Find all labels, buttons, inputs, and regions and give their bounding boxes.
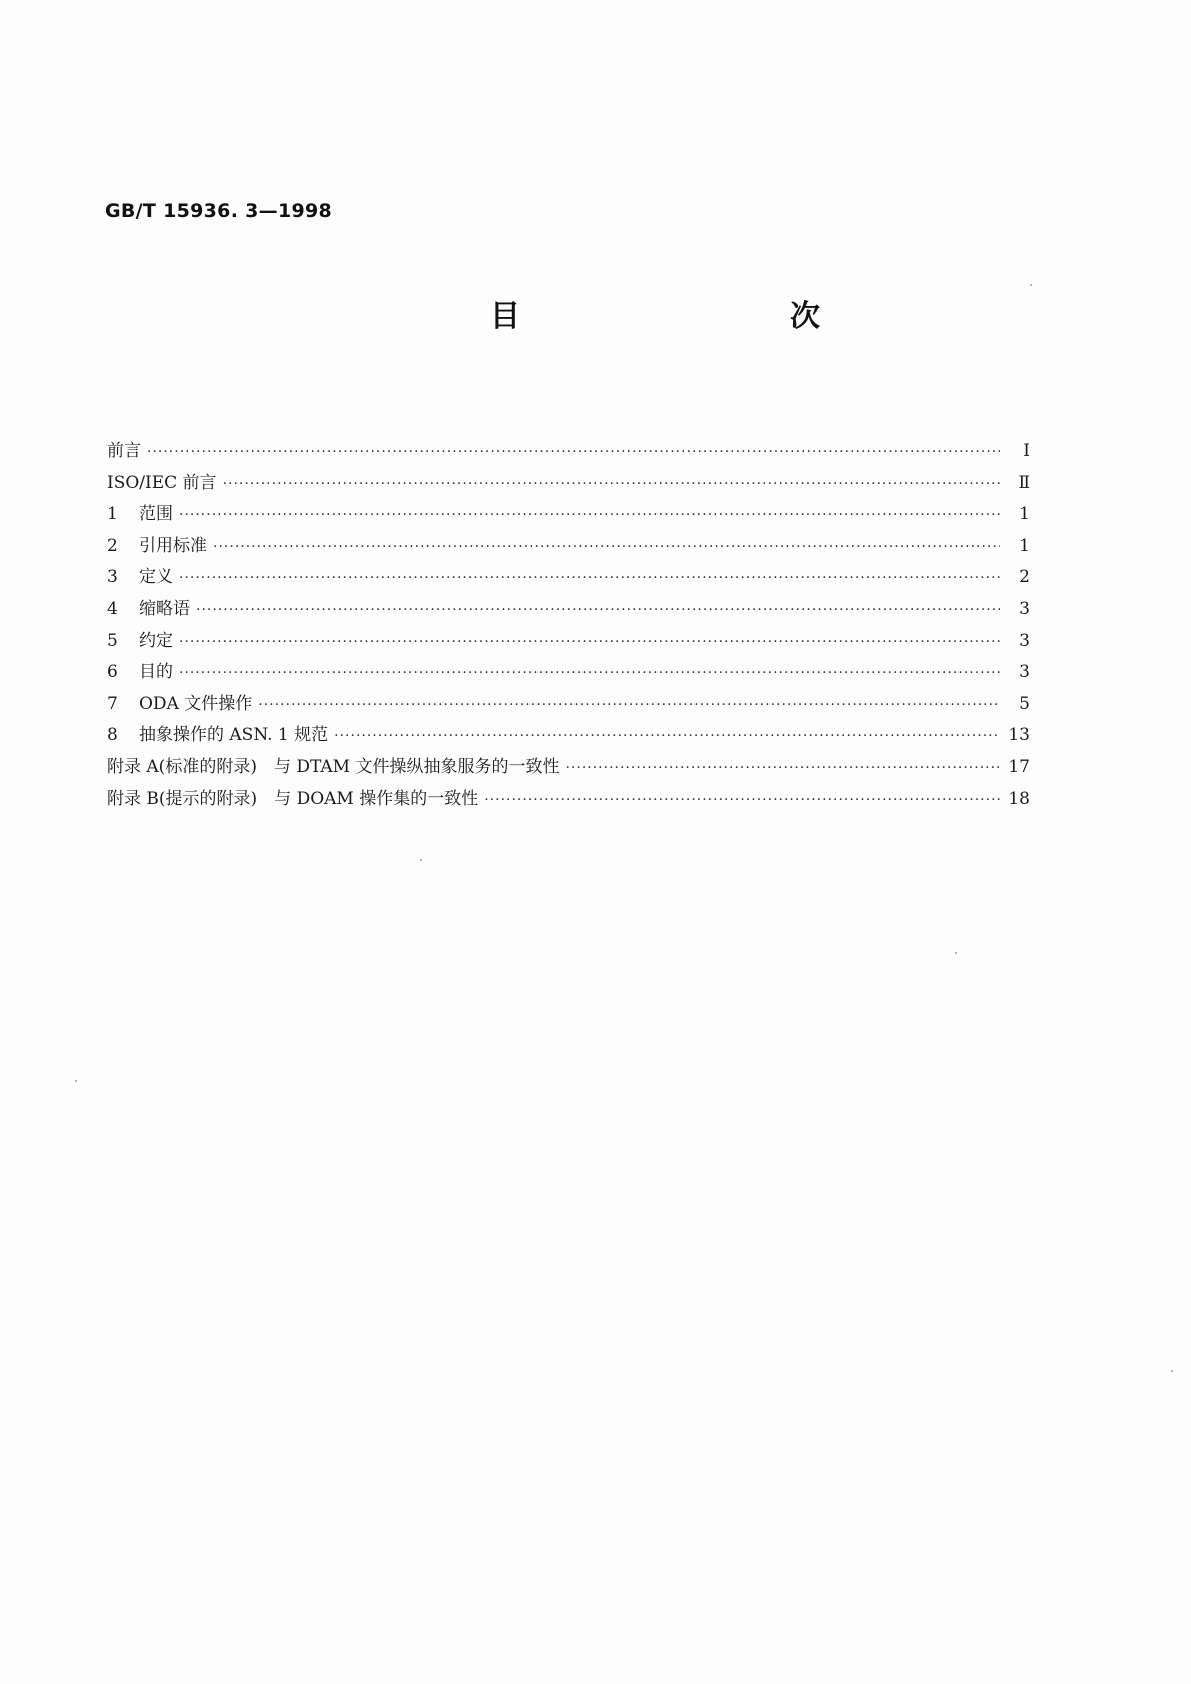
scan-speck (75, 1080, 77, 1082)
toc-leader-dots (196, 602, 1000, 618)
toc-leader-dots (147, 444, 1000, 460)
toc-entry-number: 6 (107, 662, 118, 683)
toc-entry-4[interactable] (107, 594, 1030, 626)
toc-entry-page: 13 (1008, 725, 1030, 746)
toc-leader-dots (179, 507, 1000, 523)
toc-entry-label: ODA 文件操作 (139, 693, 253, 714)
toc-entry-annex-b[interactable] (107, 784, 1030, 816)
scan-speck (1030, 284, 1032, 286)
toc-entry-number: 3 (107, 567, 118, 588)
toc-leader-dots (258, 697, 1000, 713)
toc-entry-number: 1 (107, 504, 118, 525)
toc-leader-dots (223, 476, 1000, 492)
toc-leader-dots (334, 728, 1000, 744)
toc-entry-5[interactable] (107, 626, 1030, 658)
toc-leader-dots (484, 792, 1000, 808)
toc-entry-label: 范围 (139, 504, 173, 525)
toc-title: 目 次 (490, 299, 890, 334)
toc-entry-1[interactable] (107, 499, 1030, 531)
toc-entry-label: 缩略语 (139, 598, 190, 619)
table-of-contents (107, 436, 1030, 815)
scan-speck (955, 952, 957, 954)
toc-entry-label: 目的 (139, 662, 173, 683)
toc-entry-label: 定义 (139, 567, 173, 588)
toc-entry-8[interactable] (107, 720, 1030, 752)
toc-entry-number: 4 (107, 598, 118, 619)
standard-code: GB/T 15936. 3—1998 (105, 200, 333, 222)
toc-entry-label: 抽象操作的 ASN. 1 规范 (139, 725, 329, 746)
toc-entry-page: I (1023, 441, 1030, 461)
toc-leader-dots (213, 539, 1000, 555)
toc-leader-dots (565, 760, 1000, 776)
toc-leader-dots (179, 570, 1000, 586)
toc-entry-foreword[interactable] (107, 436, 1030, 468)
toc-entry-label: ISO/IEC 前言 (107, 472, 217, 493)
toc-entry-number: 5 (107, 630, 118, 651)
toc-entry-number: 8 (107, 725, 118, 746)
toc-entry-label: 约定 (139, 630, 173, 651)
toc-entry-label: 附录 A(标准的附录) 与 DTAM 文件操纵抽象服务的一致性 (107, 756, 560, 777)
toc-entry-annex-a[interactable] (107, 752, 1030, 784)
toc-entry-page: 3 (1019, 598, 1030, 619)
toc-entry-label: 前言 (107, 441, 141, 461)
toc-entry-page: 17 (1008, 756, 1030, 777)
toc-entry-page: 3 (1019, 630, 1030, 651)
toc-entry-page: 1 (1019, 504, 1030, 525)
toc-entry-page: 5 (1019, 693, 1030, 714)
toc-entry-page: Ⅱ (1018, 472, 1030, 493)
toc-entry-2[interactable] (107, 531, 1030, 563)
toc-entry-label: 引用标准 (139, 535, 207, 556)
toc-entry-page: 18 (1008, 788, 1030, 809)
scan-speck (1171, 1370, 1173, 1372)
scan-speck (420, 859, 422, 861)
toc-entry-page: 2 (1019, 567, 1030, 588)
toc-entry-3[interactable] (107, 562, 1030, 594)
toc-entry-page: 1 (1019, 535, 1030, 556)
toc-entry-label: 附录 B(提示的附录) 与 DOAM 操作集的一致性 (107, 788, 479, 809)
toc-leader-dots (179, 634, 1000, 650)
toc-entry-number: 2 (107, 535, 118, 556)
toc-entry-7[interactable] (107, 689, 1030, 721)
toc-entry-page: 3 (1019, 662, 1030, 683)
toc-entry-number: 7 (107, 693, 118, 714)
toc-entry-6[interactable] (107, 657, 1030, 689)
toc-leader-dots (179, 665, 1000, 681)
toc-entry-iso-iec-foreword[interactable] (107, 468, 1030, 500)
